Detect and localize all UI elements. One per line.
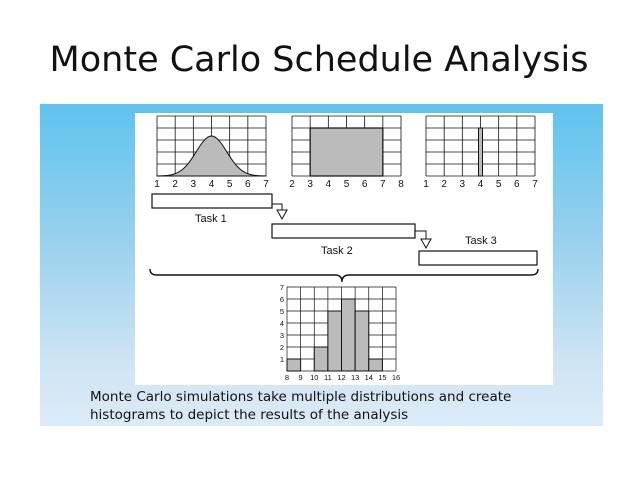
histogram-bar [328, 311, 342, 371]
y-tick-label: 7 [279, 283, 284, 292]
histogram-bar [355, 311, 369, 371]
tick-label: 4 [208, 179, 215, 190]
tick-label: 1 [423, 179, 429, 190]
distribution-fixed [423, 116, 538, 190]
x-tick-label: 14 [364, 373, 373, 382]
normal-curve [157, 136, 266, 176]
tick-label: 2 [172, 179, 178, 190]
task-2-label: Task 2 [321, 245, 353, 257]
y-tick-label: 4 [279, 319, 284, 328]
x-tick-label: 8 [284, 373, 290, 382]
diagram-svg [135, 113, 553, 385]
x-tick-label: 12 [337, 373, 346, 382]
x-tick-label: 15 [378, 373, 387, 382]
histogram-bar [369, 359, 383, 371]
y-tick-label: 3 [279, 331, 284, 340]
task-1-bar [152, 194, 272, 208]
tick-label: 2 [289, 179, 295, 190]
caption-line-2: histograms to depict the results of the analysis [90, 407, 409, 423]
uniform-block [310, 128, 383, 176]
slide-title: Monte Carlo Schedule Analysis [49, 40, 589, 80]
tick-label: 2 [441, 179, 447, 190]
y-tick-label: 6 [279, 295, 284, 304]
x-tick-label: 9 [298, 373, 303, 382]
tick-label: 7 [532, 179, 538, 190]
tick-label: 6 [361, 179, 368, 190]
tick-label: 6 [245, 179, 251, 190]
tick-label: 6 [514, 179, 520, 190]
tick-label: 5 [343, 179, 350, 190]
histogram-bar [342, 299, 356, 371]
x-tick-label: 13 [350, 373, 360, 382]
x-tick-label: 16 [391, 373, 401, 382]
task-3-bar [419, 251, 537, 265]
x-tick-label: 10 [310, 373, 319, 382]
caption-line-1: Monte Carlo simulations take multiple distributions and create [90, 389, 512, 405]
histogram-bar [287, 359, 301, 371]
slide-caption [90, 388, 590, 424]
tick-label: 7 [380, 179, 386, 190]
tick-label: 4 [477, 179, 484, 190]
schedule-diagram [135, 113, 553, 385]
tick-label: 5 [495, 179, 502, 190]
tick-label: 3 [307, 179, 313, 190]
fixed-spike [479, 128, 483, 176]
grouping-brace [150, 269, 538, 282]
dependency-arrow-2 [415, 231, 431, 248]
tick-label: 3 [459, 179, 466, 190]
y-tick-label: 5 [279, 307, 284, 316]
tick-label: 1 [154, 179, 160, 190]
task-3-label: Task 3 [465, 235, 497, 247]
task-2-bar [272, 224, 415, 238]
result-histogram [280, 283, 400, 382]
tick-label: 8 [398, 179, 404, 190]
y-tick-label: 2 [279, 343, 284, 352]
tick-label: 3 [190, 179, 197, 190]
task-1-label: Task 1 [195, 213, 227, 225]
x-tick-label: 11 [323, 373, 332, 382]
y-tick-label: 1 [279, 355, 284, 364]
dependency-arrow-1 [272, 204, 287, 219]
tick-label: 7 [263, 179, 269, 190]
histogram-bar [314, 347, 328, 371]
tick-label: 4 [325, 179, 332, 190]
distribution-uniform [289, 116, 404, 190]
distribution-normal [154, 116, 269, 190]
tick-label: 5 [226, 179, 233, 190]
